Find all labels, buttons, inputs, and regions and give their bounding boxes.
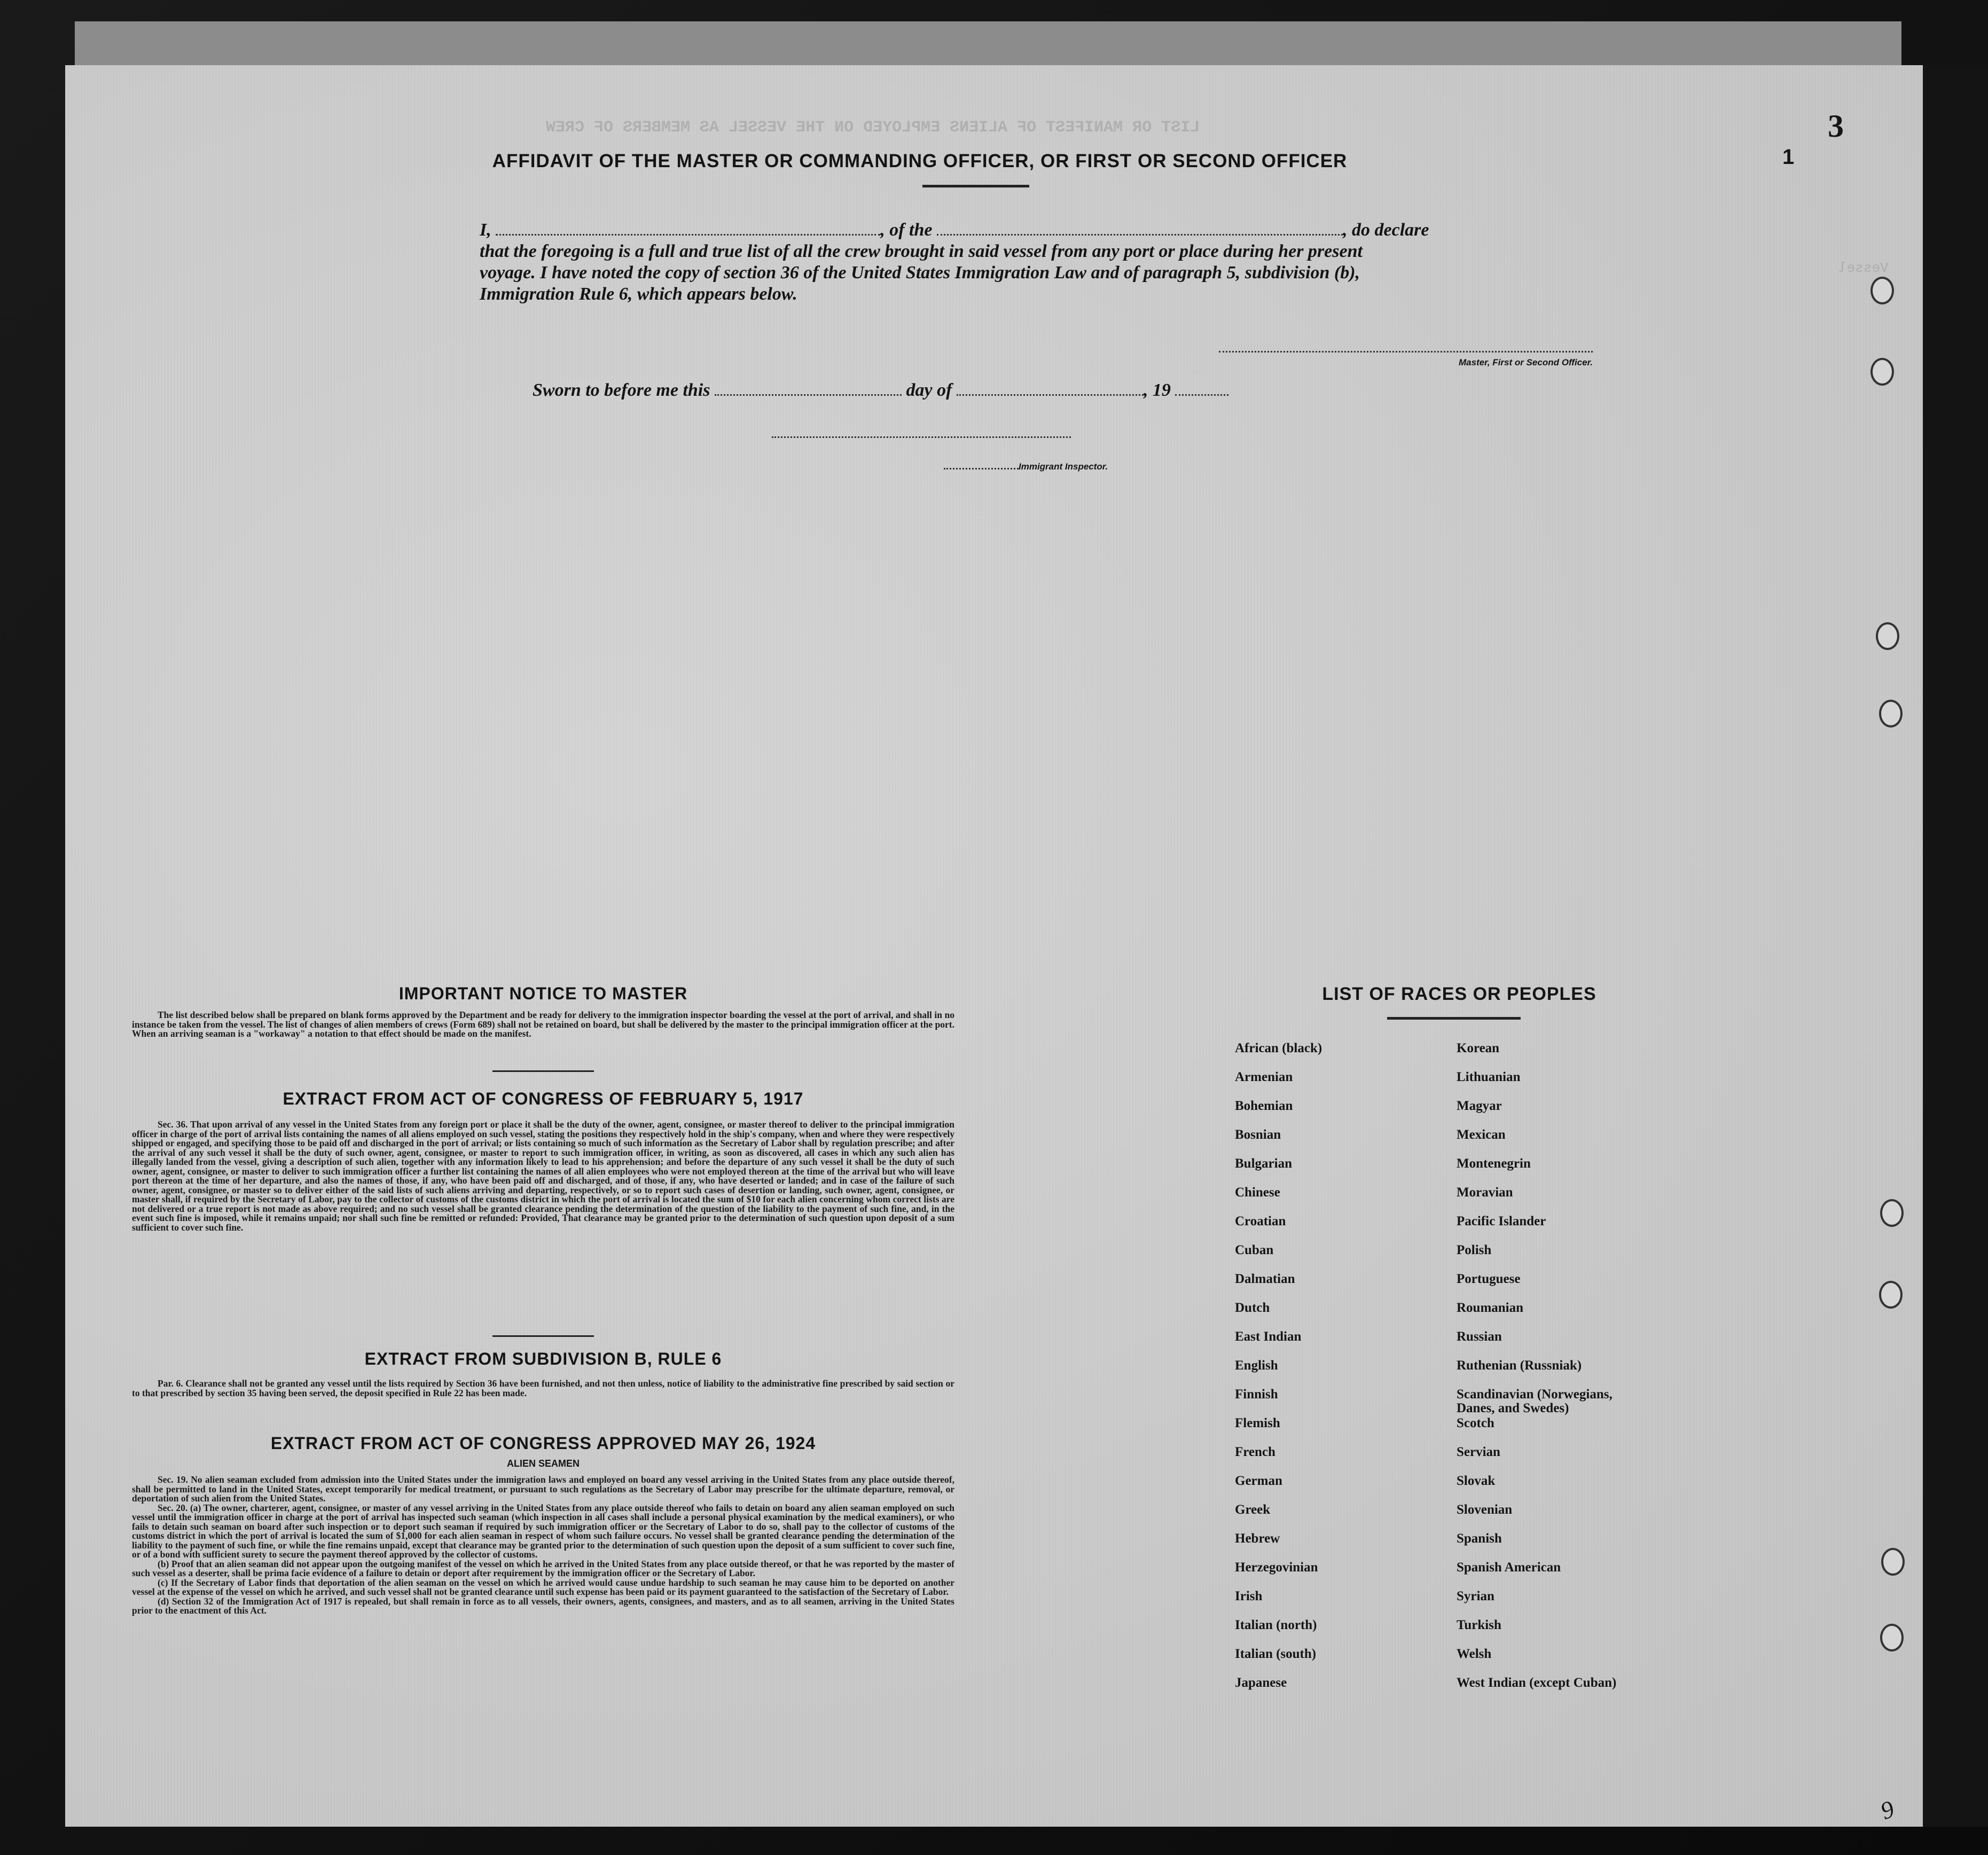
corner-mark-small: 1 [1782,145,1795,169]
document-page [65,65,1923,1827]
race-item: Polish [1457,1243,1492,1257]
race-item: Pacific Islander [1457,1214,1546,1228]
notice-rule [492,1070,594,1072]
sworn-day-field[interactable] [715,394,902,396]
page-number-mark: 3 [1828,108,1844,144]
affidavit-of-the: , of the [880,220,933,240]
affidavit-do-declare: , do declare [1343,220,1429,240]
extract-1917-block [132,1120,954,1232]
race-item: Flemish [1235,1416,1280,1430]
races-title: LIST OF RACES OR PEOPLES [1322,984,1596,1004]
race-item: French [1235,1445,1275,1459]
race-item: Dalmatian [1235,1272,1295,1286]
binder-hole-6 [1879,1281,1903,1309]
notice-text-block [132,1011,954,1039]
race-item: Finnish [1235,1387,1278,1402]
race-item: Magyar [1457,1099,1502,1113]
binder-hole-3 [1876,622,1899,650]
sworn-month-field[interactable] [957,394,1144,396]
race-item: Montenegrin [1457,1156,1531,1171]
inspector-signature-row [944,461,1108,472]
race-item: Portuguese [1457,1272,1521,1286]
race-item: Cuban [1235,1243,1274,1257]
race-item: Ruthenian (Russniak) [1457,1358,1582,1373]
bottom-corner-mark: 9 [1876,1795,1898,1825]
extract-1917-rule [492,1335,594,1337]
bleed-through-header: LIST OR MANIFEST OF ALIENS EMPLOYED ON THE VESSEL AS MEMBERS OF CREW [546,119,1200,137]
inspector-signature-line[interactable] [772,436,1071,438]
subdivision-text: Par. 6. Clearance shall not be granted any vessel until the lists required by Section 36 have been furnished, and not then unless, notice of liability to the administrative fine prescribed by said section or to that prescribed by section 35 having been served, the deposit specified in Rule 22 has been made. [132,1378,954,1398]
binder-hole-8 [1880,1624,1904,1652]
race-item: Dutch [1235,1301,1270,1315]
sworn-year-prefix: , 19 [1143,380,1171,400]
race-item: Moravian [1457,1185,1513,1200]
notice-text: The list described below shall be prepared on blank forms approved by the Department and be ready for delivery to the immigration inspector boarding the vessel at the port of arrival, and shall in no instance be taken from the vessel. The list of changes of alien members of crews (Form 689) shall not be retained on board, but shall be delivered by the master to the principal immigration officer at the port. When an arriving seaman is a "workaway" a notation to that effect should be made on the manifest. [132,1009,954,1039]
affidavit-i: I, [480,220,491,240]
race-item: German [1235,1474,1282,1488]
race-item: Slovenian [1457,1502,1513,1517]
race-item: West Indian (except Cuban) [1457,1676,1617,1690]
race-item: Japanese [1235,1676,1287,1690]
master-signature-label: Master, First or Second Officer. [1459,357,1593,367]
race-item: Syrian [1457,1589,1494,1603]
affidavit-line2: that the foregoing is a full and true list of all the crew brought in said vessel from any port or place during her present [480,241,1363,261]
race-item: Herzegovinian [1235,1560,1318,1575]
race-item: Russian [1457,1329,1502,1344]
race-item: Servian [1457,1445,1500,1459]
binder-hole-7 [1881,1548,1905,1576]
race-item: Bosnian [1235,1128,1281,1142]
sec-20d-text: (d) Section 32 of the Immigration Act of 1917 is repealed, but shall remain in force as to all vessels, their owners, agents, consignees, and masters, and as to all seamen, arriving in the United States prior to the enactment of this Act. [132,1595,954,1616]
extract-1917-title: EXTRACT FROM ACT OF CONGRESS OF FEBRUARY 5, 1917 [283,1089,804,1108]
race-item: Bohemian [1235,1099,1293,1113]
race-item: Armenian [1235,1070,1293,1084]
binder-hole-4 [1879,700,1903,727]
sec-20b-text: (b) Proof that an alien seaman did not appear upon the outgoing manifest of the vessel on which he arrived in the United States from any place outside thereof, or that he was reported by the master of such vessel as a deserter, shall be prima facie evidence of a failure to detain or deport after requirement by the immigration officer or the Secretary of Labor. [132,1558,954,1578]
extract-1917-text: Sec. 36. That upon arrival of any vessel in the United States from any foreign port or place it shall be the duty of the owner, agent, consignee, or master thereof to deliver to the principal immigration officer in charge of the port of arrival lists containing the names of all aliens employed on such vessel, stating the positions they respectively hold in the ship's company, when and where they were respectively shipped or engaged, and specifying those to be paid off and discharged in the port of arrival; or lists containing so much of such information as the Secretary of Labor shall by regulation prescribe; and after the arrival of any such vessel it shall be the duty of such owner, agent, consignee, or master to report to such immigration officer, in writing, as soon as discovered, all cases in which any such alien has illegally landed from the vessel, giving a description of such alien, together with any information likely to lead to his apprehension; and before the departure of any such vessel it shall be the duty of such owner, agent, consignee, or master to deliver to such immigration officer a further list containing the names of all alien employees who were not employed thereon at the time of the arrival but who will leave port thereon at the time of her departure, and also the names of those, if any, who have been paid off and discharged, and of those, if any, who have deserted or landed; and in case of the failure of such owner, agent, consignee, or master so to deliver either of the said lists of such aliens arriving and departing, respectively, or so to report such cases of desertion or landing, such owner, agent, consignee, or master shall, if required by the Secretary of Labor, pay to the collector of customs of the customs district in which the port of arrival is located the sum of $10 for each alien concerning whom correct lists are not delivered or a true report is not made as above required; and no such vessel shall be granted clearance pending the determination of the question of the liability to the payment of such fine, and, in the event such fine is imposed, while it remains unpaid; nor shall such fine be remitted or refunded: Provided, That clearance may be granted prior to the determination of such question upon deposit of a sum sufficient to cover such fine. [132,1119,954,1233]
binder-hole-5 [1880,1199,1904,1227]
race-item: East Indian [1235,1329,1302,1344]
race-item: Hebrew [1235,1531,1280,1546]
race-item: Welsh [1457,1647,1492,1661]
sec-20a-text: Sec. 20. (a) The owner, charterer, agent, consignee, or master of any vessel arriving in the United States from any place outside thereof who fails to detain on board any alien seaman employed on such vessel until the immigration officer in charge at the port of arrival has inspected such seaman (which inspection in all cases shall include a personal physical examination by the medical examiners), or who fails to detain such seaman on board after such inspection or to deport such seaman if required by such immigration officer or the Secretary of Labor to do so, shall pay to the collector of customs of the customs district in which the port of arrival is located the sum of $1,000 for each alien seaman in respect of whom such failure occurs. No vessel shall be granted clearance pending the determination of the liability to the payment of such fine, or while the fine remains unpaid, except that clearance may be granted prior to the determination of such question upon the deposit of a sum sufficient to cover such fine, or of a bond with sufficient surety to secure the payment thereof approved by the collector of customs. [132,1502,954,1560]
race-item: Turkish [1457,1618,1501,1632]
subdivision-block [132,1379,954,1398]
sworn-day-of: day of [906,380,952,400]
races-rule [1387,1017,1521,1020]
binder-hole-1 [1870,277,1894,304]
vessel-field[interactable] [937,234,1343,236]
sworn-year-field[interactable] [1175,394,1228,396]
race-item: Spanish [1457,1531,1502,1546]
race-item: Italian (south) [1235,1647,1317,1661]
race-item: Korean [1457,1041,1500,1055]
race-item: Irish [1235,1589,1263,1603]
race-item: Bulgarian [1235,1156,1292,1171]
subdivision-title: EXTRACT FROM SUBDIVISION B, RULE 6 [364,1349,722,1368]
inspector-dots [944,468,1019,469]
race-item: Spanish American [1457,1560,1561,1575]
master-signature-line[interactable] [1219,351,1593,353]
affidavit-title: AFFIDAVIT OF THE MASTER OR COMMANDING OFFICER, OR FIRST OR SECOND OFFICER [492,151,1348,171]
inspector-label: Immigrant Inspector. [1019,461,1108,472]
race-item: African (black) [1235,1041,1322,1055]
race-item: Greek [1235,1502,1271,1517]
race-item: English [1235,1358,1278,1373]
notice-title: IMPORTANT NOTICE TO MASTER [398,984,688,1003]
extract-1924-subtitle: ALIEN SEAMEN [506,1458,580,1469]
affidavit-line3: voyage. I have noted the copy of section 36 of the United States Immigration Law and of paragraph 5, subdivision (b), [480,263,1360,283]
sworn-text: Sworn to before me this [533,380,710,400]
race-item: Scotch [1457,1416,1494,1430]
race-item: Slovak [1457,1474,1496,1488]
sec-19-text: Sec. 19. No alien seaman excluded from admission into the United States under the immigration laws and employed on board any vessel arriving in the United States from any place outside thereof, shall be permitted to land in the United States, except temporarily for medical treatment, or pursuant to such regulations as the Secretary of Labor may prescribe for the ultimate departure, removal, or deportation of such alien from the United States. [132,1474,954,1504]
race-item: Scandinavian (Norwegians, [1457,1387,1613,1402]
affidavit-line1 [480,220,1585,240]
binder-edge [1923,65,1988,1827]
bleed-through-vessel: Vessel [1838,260,1889,276]
race-item: Mexican [1457,1128,1506,1142]
title-rule [922,185,1029,187]
extract-1924-block [132,1475,954,1616]
sec-20c-text: (c) If the Secretary of Labor finds that deportation of the alien seaman on the vessel on which he arrived would cause undue hardship to such seaman he may cause him to be deported on another vessel at the expense of the vessel on which he arrived, and such vessel shall not be granted clearance until such expense has been paid or its payment guaranteed to the satisfaction of the Secretary of Labor. [132,1577,954,1597]
name-field[interactable] [496,234,880,236]
race-item: Chinese [1235,1185,1280,1200]
race-item: Roumanian [1457,1301,1524,1315]
extract-1924-title: EXTRACT FROM ACT OF CONGRESS APPROVED MAY 26, 1924 [270,1434,816,1453]
race-item: Italian (north) [1235,1618,1317,1632]
affidavit-line4: Immigration Rule 6, which appears below. [480,284,797,304]
binder-hole-2 [1870,358,1894,386]
race-item: Danes, and Swedes) [1457,1401,1569,1415]
race-item: Lithuanian [1457,1070,1521,1084]
sworn-line [533,380,1228,401]
race-item: Croatian [1235,1214,1286,1228]
